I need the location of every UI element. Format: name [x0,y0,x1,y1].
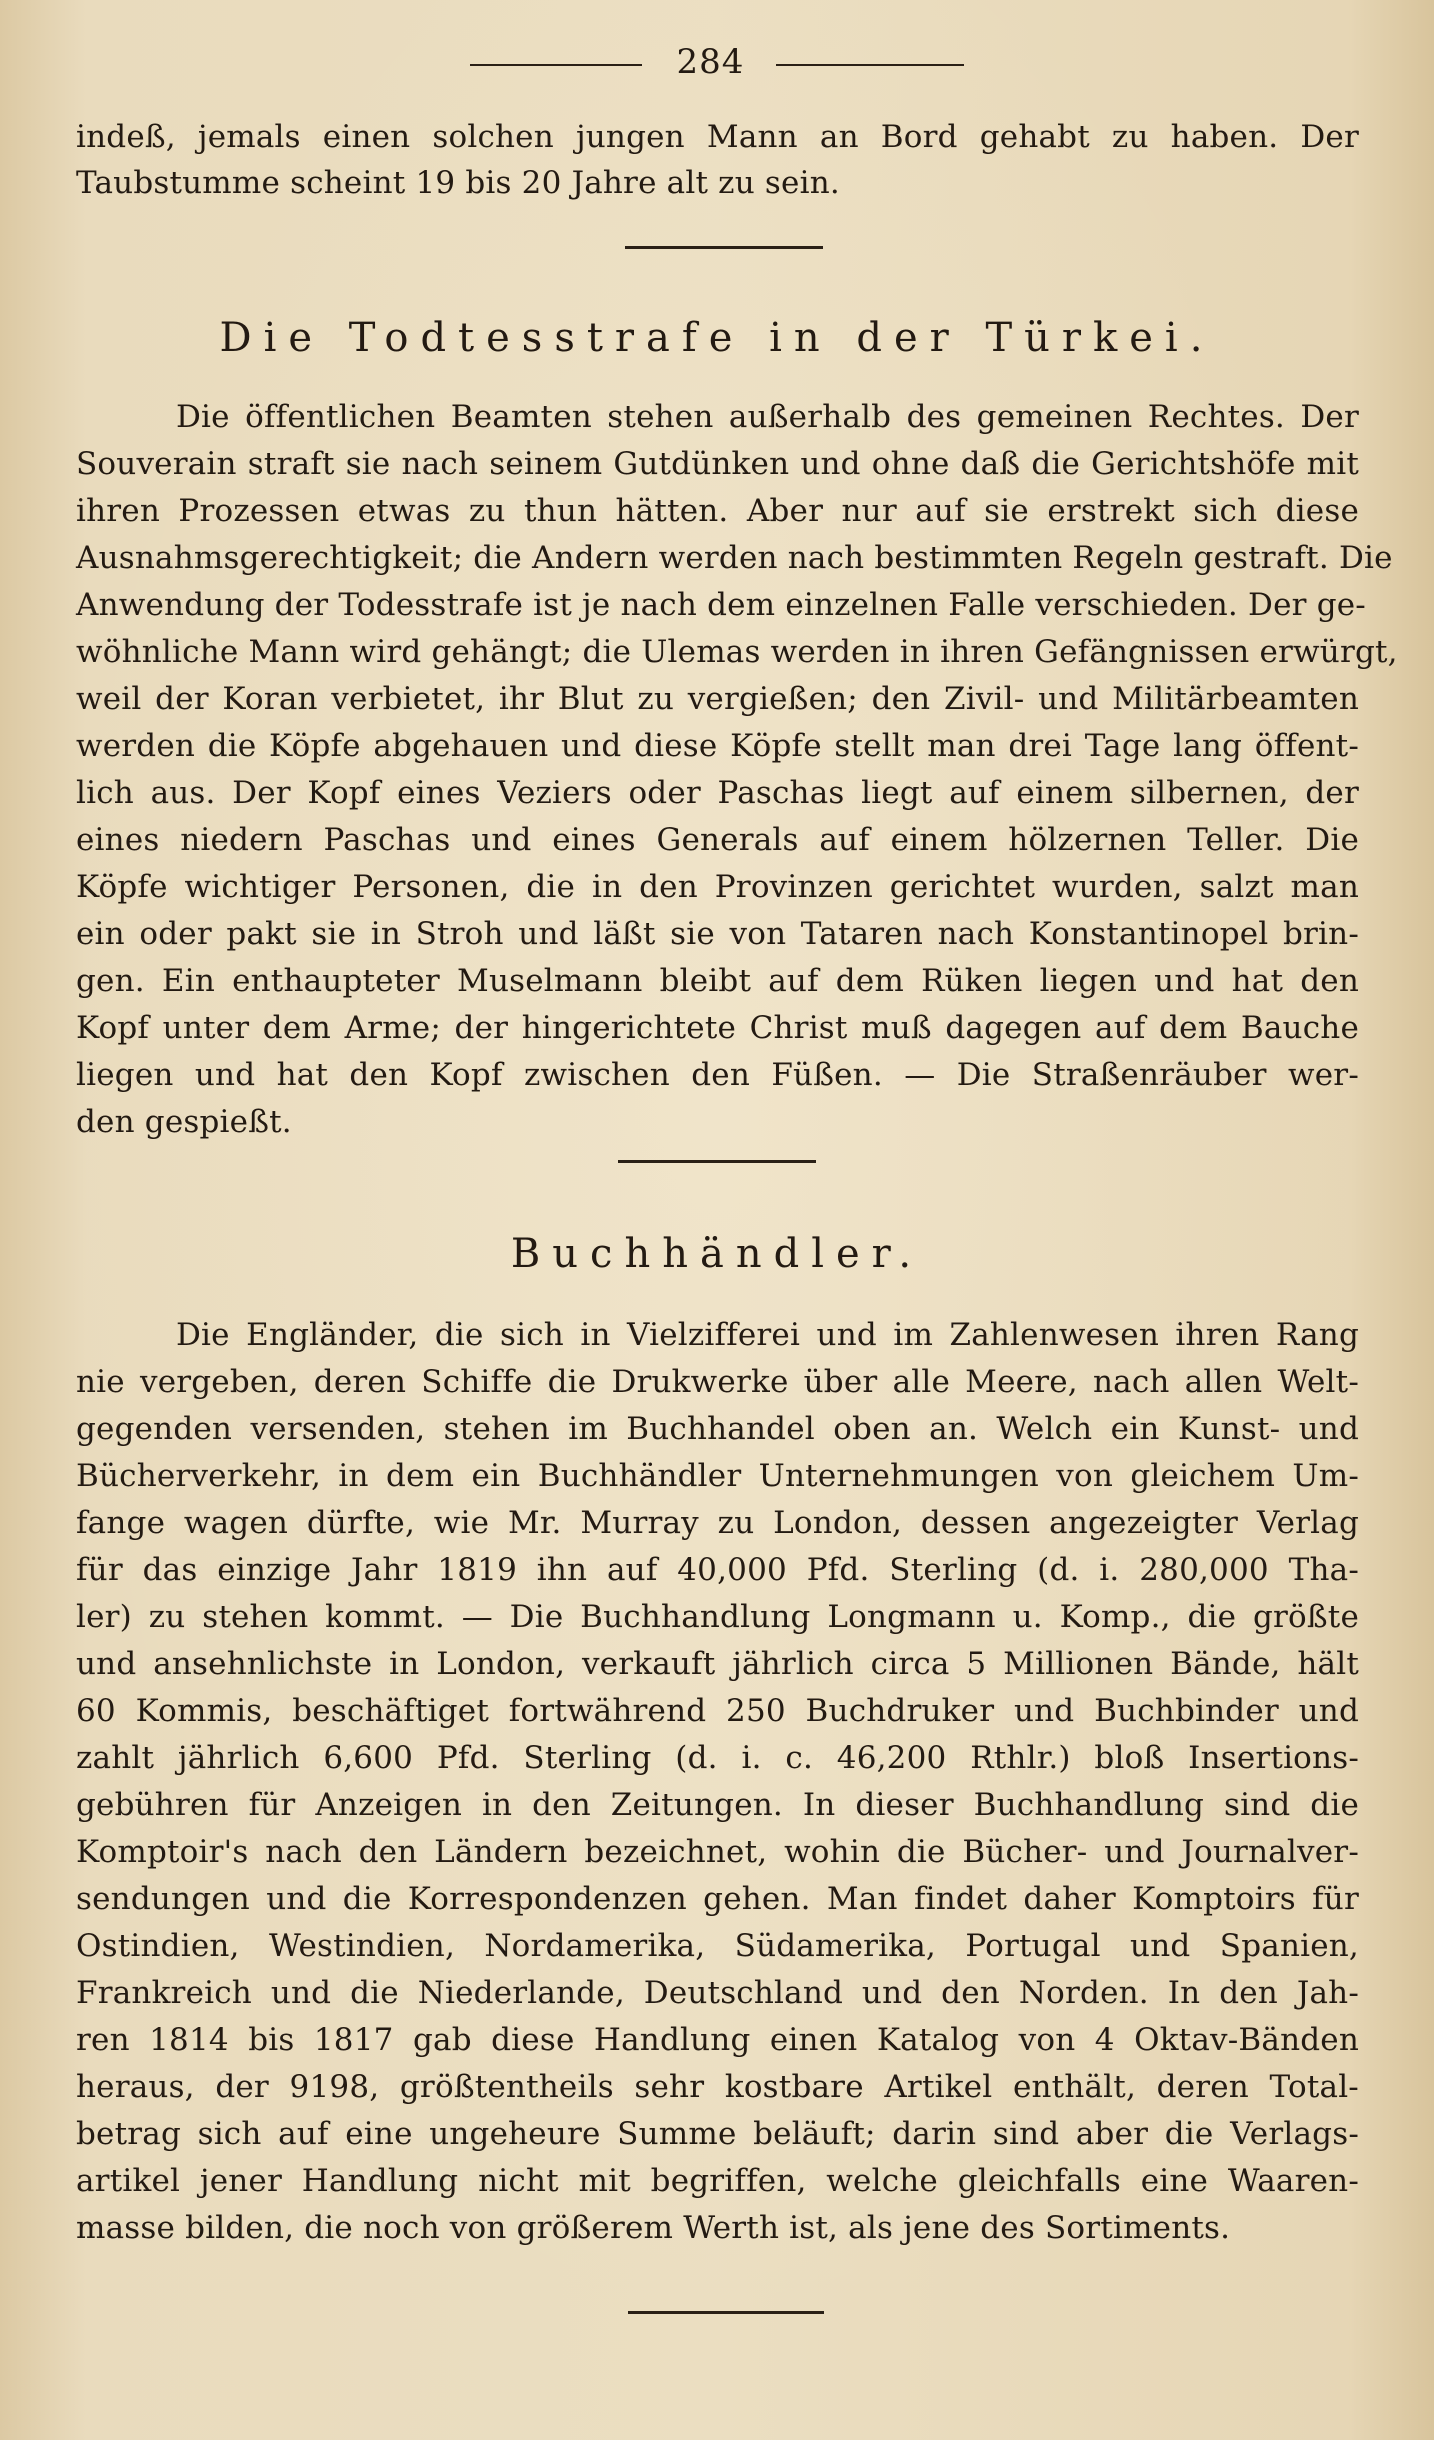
text-line: ihren Prozessen etwas zu thun hätten. Aber nur auf sie erstrekt sich diese [76,493,1359,529]
text-line: ren 1814 bis 1817 gab diese Handlung einen Katalog von 4 Oktav-Bänden [76,2022,1359,2058]
text-line: Die öffentlichen Beamten stehen außerhalb des gemeinen Rechtes. Der [176,399,1359,435]
text-line: Frankreich und die Niederlande, Deutschland und den Norden. In den Jah- [76,1975,1359,2011]
text-line: zahlt jährlich 6,600 Pfd. Sterling (d. i. c. 46,200 Rthlr.) bloß Insertions- [76,1740,1359,1776]
text-line: Kopf unter dem Arme; der hingerichtete Christ muß dagegen auf dem Bauche [76,1010,1359,1046]
header-rule-left [470,64,642,66]
text-line: heraus, der 9198, größtentheils sehr kostbare Artikel enthält, deren Total- [76,2069,1359,2105]
section-heading: Buchhändler. [510,1231,924,1277]
text-line: artikel jener Handlung nicht mit begriffen, welche gleichfalls eine Waaren- [76,2163,1359,2199]
text-line: Die Engländer, die sich in Vielzifferei und im Zahlenwesen ihren Rang [176,1317,1359,1353]
section-heading: Die Todtesstrafe in der Türkei. [219,315,1215,361]
text-line: für das einzige Jahr 1819 ihn auf 40,000 Pfd. Sterling (d. i. 280,000 Tha- [76,1552,1359,1588]
text-line: indeß, jemals einen solchen jungen Mann an Bord gehabt zu haben. Der [76,119,1359,155]
section-separator [625,246,823,249]
text-line: gebühren für Anzeigen in den Zeitungen. In dieser Buchhandlung sind die [76,1787,1359,1823]
text-line: Köpfe wichtiger Personen, die in den Provinzen gerichtet wurden, salzt man [76,869,1359,905]
header-rule-right [776,64,964,66]
text-line: weil der Koran verbietet, ihr Blut zu vergießen; den Zivil- und Militärbeamten [76,681,1359,717]
page-number: 284 [676,42,745,82]
text-line: Komptoir's nach den Ländern bezeichnet, wohin die Bücher- und Journalver- [76,1834,1359,1870]
text-line: lich aus. Der Kopf eines Veziers oder Paschas liegt auf einem silbernen, der [76,775,1359,811]
text-line: fange wagen dürfte, wie Mr. Murray zu London, dessen angezeigter Verlag [76,1505,1359,1541]
text-line: wöhnliche Mann wird gehängt; die Ulemas werden in ihren Gefängnissen erwürgt, [76,634,1398,670]
text-line: sendungen und die Korrespondenzen gehen. Man findet daher Komptoirs für [76,1881,1359,1917]
text-line: ler) zu stehen kommt. — Die Buchhandlung Longmann u. Komp., die größte [76,1599,1359,1635]
text-line: gegenden versenden, stehen im Buchhandel oben an. Welch ein Kunst- und [76,1411,1359,1447]
text-line: und ansehnlichste in London, verkauft jährlich circa 5 Millionen Bände, hält [76,1646,1359,1682]
page-header [470,42,964,82]
section-separator [618,1160,816,1163]
text-line: 60 Kommis, beschäftiget fortwährend 250 Buchdruker und Buchbinder und [76,1693,1359,1729]
text-line: liegen und hat den Kopf zwischen den Füßen. — Die Straßenräuber wer- [76,1057,1359,1093]
section-separator [628,2311,824,2314]
text-line: nie vergeben, deren Schiffe die Drukwerke über alle Meere, nach allen Welt- [76,1364,1359,1400]
text-line: Taubstumme scheint 19 bis 20 Jahre alt zu sein. [76,165,840,201]
text-line: Ostindien, Westindien, Nordamerika, Südamerika, Portugal und Spanien, [76,1928,1359,1964]
text-line: ein oder pakt sie in Stroh und läßt sie von Tataren nach Konstantinopel brin- [76,916,1359,952]
text-line: Bücherverkehr, in dem ein Buchhändler Unternehmungen von gleichem Um- [76,1458,1359,1494]
text-line: Ausnahmsgerechtigkeit; die Andern werden nach bestimmten Regeln gestraft. Die [76,540,1393,576]
text-line: Anwendung der Todesstrafe ist je nach dem einzelnen Falle verschieden. Der ge- [76,587,1366,623]
text-line: betrag sich auf eine ungeheure Summe beläuft; darin sind aber die Verlags- [76,2116,1359,2152]
text-line: werden die Köpfe abgehauen und diese Köpfe stellt man drei Tage lang öffent- [76,728,1359,764]
text-line: masse bilden, die noch von größerem Werth ist, als jene des Sortiments. [76,2210,1231,2246]
text-line: den gespießt. [76,1104,292,1140]
text-line: Souverain straft sie nach seinem Gutdünken und ohne daß die Gerichtshöfe mit [76,446,1359,482]
text-line: eines niedern Paschas und eines Generals auf einem hölzernen Teller. Die [76,822,1359,858]
text-line: gen. Ein enthaupteter Muselmann bleibt auf dem Rüken liegen und hat den [76,963,1359,999]
